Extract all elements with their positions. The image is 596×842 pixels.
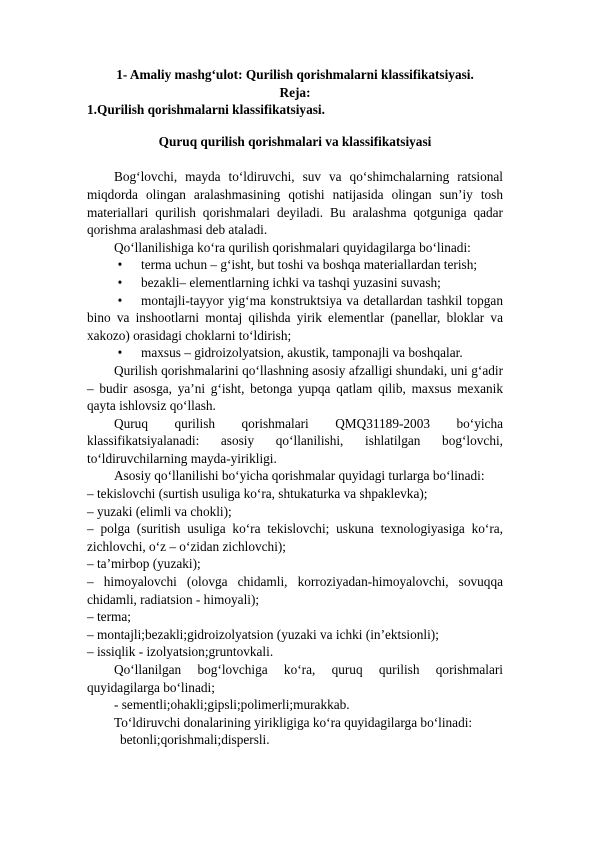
bullet-text: terma uchun – g‘isht, but toshi va boshqa materiallardan terish; <box>141 257 478 273</box>
bullet-text: bezakli– elementlarning ichki va tashqi yuzasini suvash; <box>141 274 441 290</box>
document-title: 1- Amaliy mashg‘ulot: Qurilish qorishmalarni klassifikatsiyasi. <box>116 67 474 82</box>
plan-heading: Reja: <box>279 84 311 100</box>
bullet-icon: • <box>117 274 123 290</box>
dash-item: – tekislovchi (surtish usuliga ko‘ra, shtukaturka va shpaklevka); <box>87 486 428 502</box>
paragraph-6: Qo‘llanilgan bog‘lovchiga ko‘ra, quruq qurilish qorishmalari quyidagilarga bo‘linadi; <box>87 662 503 695</box>
bullet-item <box>87 274 503 292</box>
bullet-icon: • <box>117 257 123 273</box>
bullet-text: maxsus – gidroizolyatsion, akustik, tamponajli va boshqalar. <box>141 345 463 361</box>
paragraph-1: Bog‘lovchi, mayda to‘ldiruvchi, suv va qo‘shimchalarning ratsional miqdorda olingan aralashmasining qotishi natijasida olingan sun’iy tosh materiallari qurilish qorishmalari deyiladi. Bu aralashma qotguniga qadar qorishma aralashmasi deb ataladi. <box>87 169 503 238</box>
bullet-item <box>87 344 503 362</box>
dash-item: – yuzaki (elimli va chokli); <box>87 503 232 519</box>
dash-item: – himoyalovchi (olovga chidamli, korroziyadan-himoyalovchi, sovuqqa chidamli, radiatsion - himoyali); <box>87 574 503 607</box>
bullet-icon: • <box>117 345 123 361</box>
bullet-text: montajli-tayyor yig‘ma konstruktsiya va detallardan tashkil topgan bino va inshootlarni montaj qilishda yirik elementlar (panellar, bloklar va xakozo) orasidagi choklarni to‘ldirish; <box>87 292 503 343</box>
section-heading: 1.Qurilish qorishmalarni klassifikatsiyasi. <box>87 102 325 118</box>
paragraph-9: betonli;qorishmali;dispersli. <box>120 732 270 748</box>
paragraph-7: - sementli;ohakli;gipsli;polimerli;murakkab. <box>114 697 350 713</box>
document-page <box>87 66 503 749</box>
dash-item: – terma; <box>87 609 131 625</box>
paragraph-8: To‘ldiruvchi donalarining yirikligiga ko‘ra quyidagilarga bo‘linadi: <box>114 714 473 730</box>
paragraph-2: Qo‘llanilishiga ko‘ra qurilish qorishmalari quyidagilarga bo‘linadi: <box>114 239 471 255</box>
bullet-item <box>87 292 503 345</box>
bullet-icon: • <box>117 292 123 308</box>
dash-item: – ta’mirbop (yuzaki); <box>87 556 201 572</box>
bullet-item <box>87 256 503 274</box>
dash-item: – montajli;bezakli;gidroizolyatsion (yuzaki va ichki (in’ektsionli); <box>87 626 439 642</box>
dash-item: – polga (suritish usuliga ko‘ra tekislovchi; uskuna texnologiyasiga ko‘ra, zichlovchi, o‘z – o‘zidan zichlovchi); <box>87 521 503 554</box>
paragraph-3: Qurilish qorishmalarini qo‘llashning asosiy afzalligi shundaki, uni g‘adir – budir asosga, ya’ni g‘isht, betonga yupqa qatlam qilib, maxsus mexanik qayta ishlovsiz qo‘llash. <box>87 362 503 414</box>
paragraph-4: Quruq qurilish qorishmalari QMQ31189-2003 bo‘yicha klassifikatsiyalanadi: asosiy qo‘llanilishi, ishlatilgan bog‘lovchi, to‘ldiruvchilarning mayda-yirikligi. <box>87 415 503 466</box>
paragraph-5: Asosiy qo‘llanilishi bo‘yicha qorishmalar quyidagi turlarga bo‘linadi: <box>114 468 485 484</box>
dash-item: – issiqlik - izolyatsion;gruntovkali. <box>87 644 274 660</box>
subtitle: Quruq qurilish qorishmalari va klassifikatsiyasi <box>158 133 432 149</box>
